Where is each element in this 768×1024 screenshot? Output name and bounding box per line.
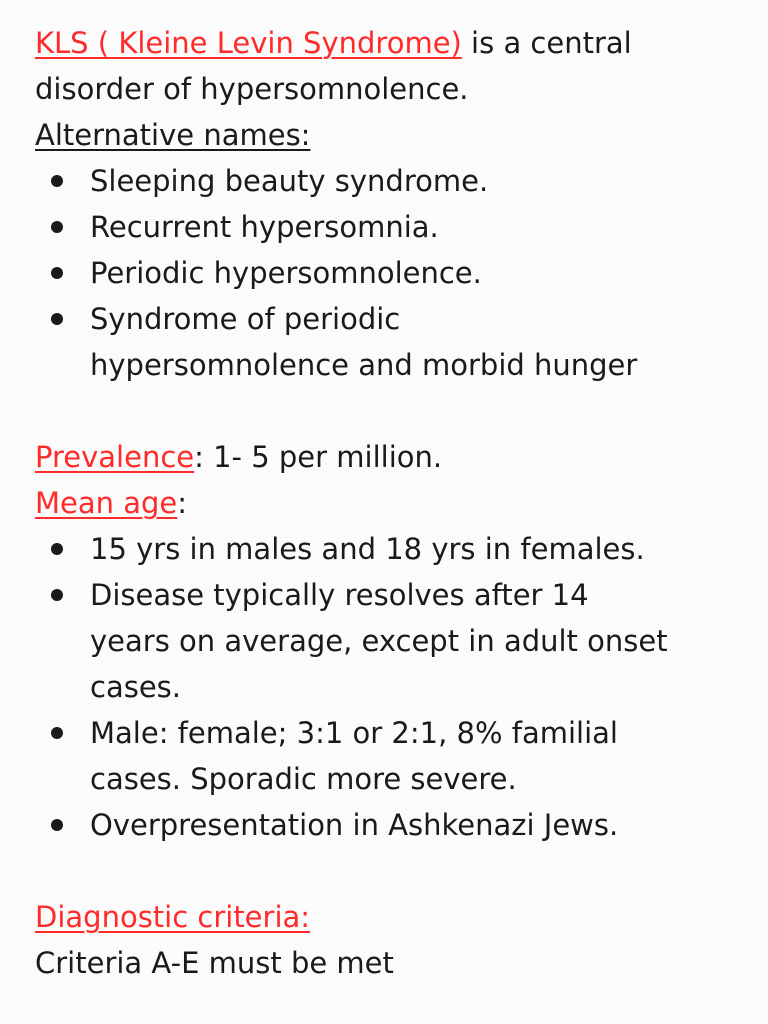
kls-term: KLS ( Kleine Levin Syndrome) xyxy=(35,26,462,60)
list-item xyxy=(35,296,748,388)
bullet-icon xyxy=(51,589,63,601)
list-item-text: Overpresentation in Ashkenazi Jews. xyxy=(90,808,619,842)
intro-line-1 xyxy=(35,20,748,66)
list-item-text: Periodic hypersomnolence. xyxy=(90,256,482,290)
prevalence-line xyxy=(35,434,748,480)
list-item-text: Syndrome of periodic xyxy=(90,302,401,336)
mean-age-list xyxy=(35,526,748,848)
list-item-text-cont: cases. Sporadic more severe. xyxy=(90,762,517,796)
intro-line-2: disorder of hypersomnolence. xyxy=(35,72,469,106)
list-item-text-cont: cases. xyxy=(90,670,181,704)
list-item xyxy=(35,250,748,296)
list-item xyxy=(35,802,748,848)
prevalence-value: : 1- 5 per million. xyxy=(194,440,443,474)
list-item xyxy=(35,158,748,204)
alternative-names-heading xyxy=(35,112,748,158)
list-item-text-cont: years on average, except in adult onset xyxy=(90,624,668,658)
list-item-text-cont: hypersomnolence and morbid hunger xyxy=(90,348,638,382)
mean-age-line xyxy=(35,480,748,526)
list-item-text: Disease typically resolves after 14 xyxy=(90,578,589,612)
spacer xyxy=(35,848,748,894)
alternative-names-list xyxy=(35,158,748,388)
list-item-text: Male: female; 3:1 or 2:1, 8% familial xyxy=(90,716,618,750)
bullet-icon xyxy=(51,543,63,555)
bullet-icon xyxy=(51,819,63,831)
diagnostic-criteria-text: Criteria A-E must be met xyxy=(35,946,394,980)
list-item-text: 15 yrs in males and 18 yrs in females. xyxy=(90,532,645,566)
list-item xyxy=(35,572,748,710)
prevalence-label: Prevalence xyxy=(35,440,195,474)
list-item-text: Sleeping beauty syndrome. xyxy=(90,164,489,198)
spacer xyxy=(35,388,748,434)
bullet-icon xyxy=(51,727,63,739)
bullet-icon xyxy=(51,221,63,233)
bullet-icon xyxy=(51,175,63,187)
list-item xyxy=(35,710,748,802)
mean-age-suffix: : xyxy=(177,486,188,520)
mean-age-label: Mean age xyxy=(35,486,178,520)
list-item xyxy=(35,526,748,572)
intro-text-1: is a central xyxy=(461,26,632,60)
list-item xyxy=(35,204,748,250)
bullet-icon xyxy=(51,313,63,325)
list-item-text: Recurrent hypersomnia. xyxy=(90,210,439,244)
alternative-names-heading-text: Alternative names: xyxy=(35,118,311,152)
diagnostic-criteria-heading-text: Diagnostic criteria: xyxy=(35,900,311,934)
bullet-icon xyxy=(51,267,63,279)
diagnostic-criteria-heading xyxy=(35,894,748,940)
